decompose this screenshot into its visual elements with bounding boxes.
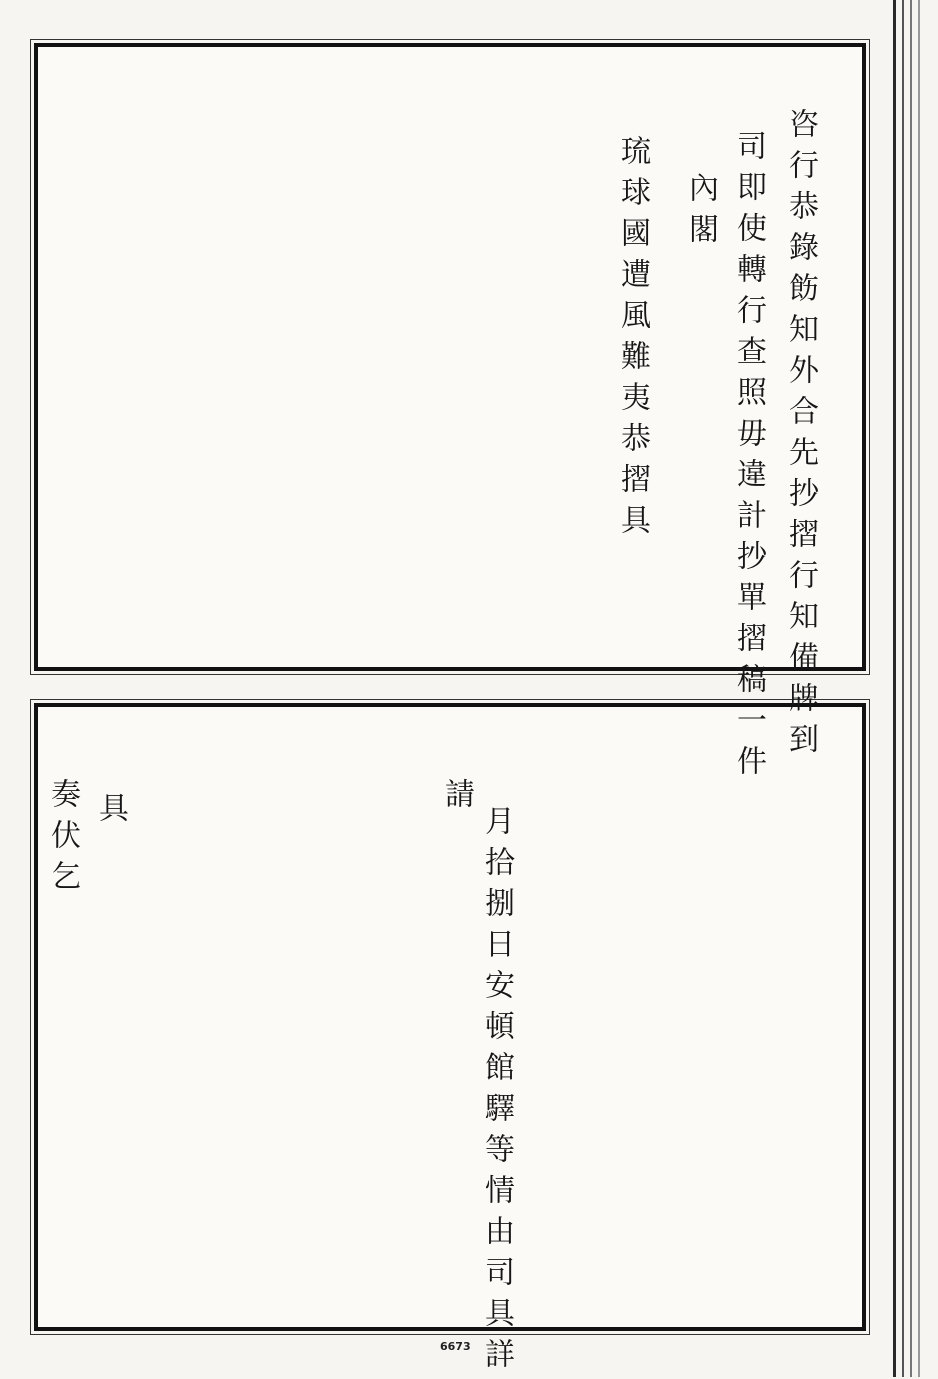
page-edge [893, 0, 896, 1377]
bottom-text-column: 具 [93, 792, 128, 833]
page-number: 6673 [440, 1340, 471, 1353]
page-edge [902, 0, 904, 1377]
bottom-text-column: 請 [439, 778, 474, 819]
top-text-column: 琉球國遭風難夷恭摺具 [615, 135, 650, 545]
page-edge [910, 0, 912, 1377]
top-text-column: 咨行恭錄飭知外合先抄摺行知備牌到 [783, 108, 818, 764]
page-edge [918, 0, 920, 1377]
top-text-column: 司即使轉行查照毋違計抄單摺稿一件 [731, 130, 766, 786]
bottom-text-column: 奏伏乞 [45, 778, 80, 901]
bottom-text-column: 月拾捌日安頓館驛等情由司具詳 [479, 805, 514, 1379]
top-text-column: 內閣 [683, 172, 718, 254]
